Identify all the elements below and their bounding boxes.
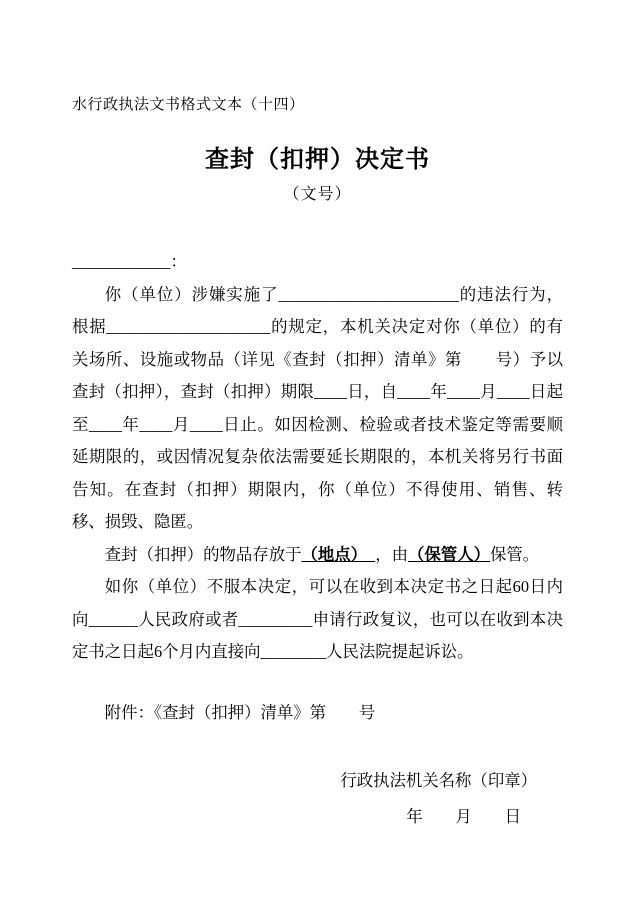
paragraph-appeal: 如你（单位）不服本决定，可以在收到本决定书之日起60日内向______人民政府或者_________申请行政复议，也可以在收到本决定书之日起6个月内直接向________人民法院提起诉讼。 [72, 577, 563, 661]
paragraph-text: 保管。 [489, 544, 540, 564]
date-line: 年 月 日 [406, 806, 521, 826]
paragraph-decision: 你（单位）涉嫌实施了______________________的违法行为，根据____________________的规定，本机关决定对你（单位）的有关场所、设施或物品（详见《查封（扣押）清单》第 号）予以查封（扣押），查封（扣押）期限____日，自____年____月____日起至____年____月____日止。如因检测、检验或者技术鉴定等需要顺延期限的，或因情况复杂依法需要延长期限的，本机关将另行书面告知。在查封（扣押）期限内，你（单位）不得使用、销售、转移、损毁、隐匿。 [72, 284, 563, 531]
document-title: 查封（扣押）决定书 [205, 146, 430, 173]
signature-line: 行政执法机关名称（印章） [340, 771, 537, 790]
paragraph-storage [72, 539, 563, 572]
salutation-line: ____________： [72, 252, 187, 271]
format-label: 水行政执法文书格式文本（十四） [72, 97, 305, 113]
doc-number-placeholder: （文号） [283, 186, 352, 203]
fill-in-field: （地点） [301, 544, 376, 564]
fill-in-field: （保管人） [408, 544, 490, 564]
attachment-line: 附件：《查封（扣押）清单》第 号 [104, 702, 376, 722]
paragraph-text: 查封（扣押）的物品存放于 [104, 544, 302, 564]
paragraph-text: ，由 [375, 544, 409, 564]
